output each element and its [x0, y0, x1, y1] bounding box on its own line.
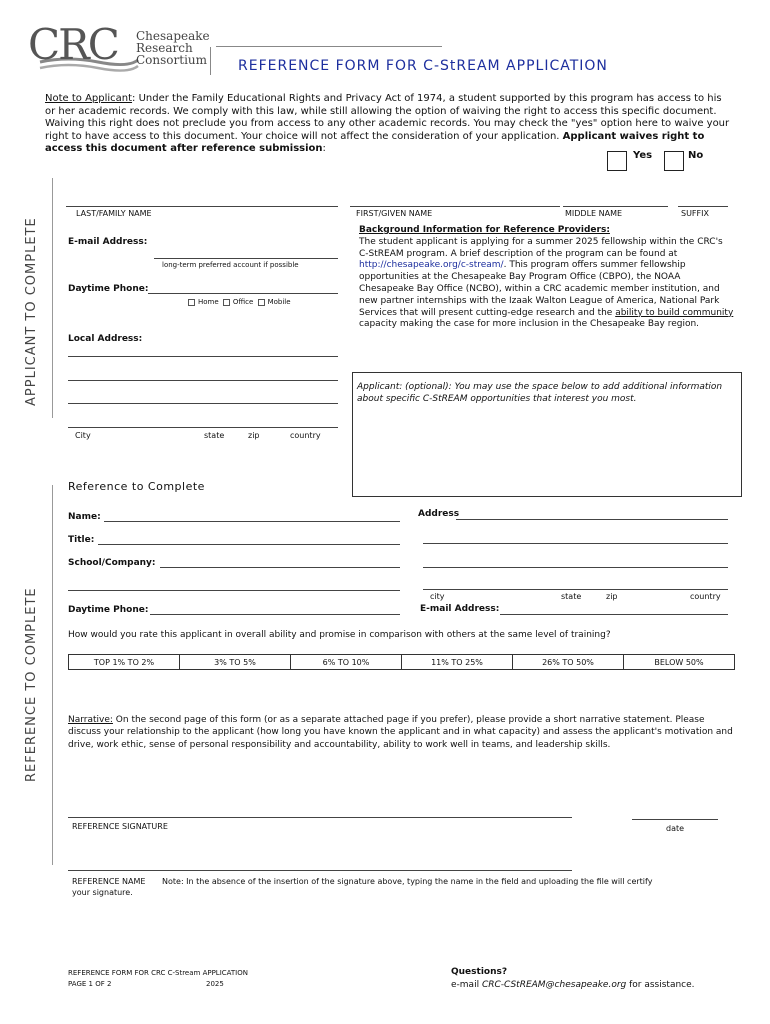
logo-line-2: Research: [136, 41, 193, 55]
first-name-label: FIRST/GIVEN NAME: [356, 209, 433, 218]
ref-title-field[interactable]: [98, 544, 400, 545]
applicant-phone-field[interactable]: [148, 293, 338, 294]
rating-option-6[interactable]: BELOW 50%: [623, 654, 735, 670]
last-name-label: LAST/FAMILY NAME: [76, 209, 152, 218]
date-field[interactable]: [632, 819, 718, 820]
middle-name-label: MIDDLE NAME: [565, 209, 623, 218]
ref-email-field[interactable]: [500, 614, 728, 615]
optional-info-box[interactable]: [352, 372, 742, 497]
country-label: country: [290, 431, 321, 440]
date-label: date: [666, 824, 685, 833]
footer-form-name: REFERENCE FORM FOR CRC C-Stream APPLICATION: [68, 969, 248, 977]
footer-year: 2025: [206, 980, 224, 988]
address-line-4[interactable]: [68, 427, 338, 428]
narrative-paragraph: [68, 714, 738, 751]
questions-label: Questions?: [451, 967, 508, 977]
narrative-label: Narrative:: [68, 715, 113, 725]
rating-option-5[interactable]: 26% TO 50%: [512, 654, 624, 670]
mobile-label: Mobile: [267, 298, 291, 306]
home-label: Home: [198, 298, 219, 306]
rating-option-3[interactable]: 6% TO 10%: [290, 654, 402, 670]
ref-city-label: city: [430, 592, 445, 601]
ref-state-label: state: [561, 592, 582, 601]
background-underlined: ability to build community: [615, 307, 734, 318]
ref-address-field-2[interactable]: [423, 543, 728, 544]
address-line-1[interactable]: [68, 356, 338, 357]
note-text: : Under the Family Educational Rights and Privacy Act of 1974, a student supported by this program has access to his or her academic records. We comply with this law, while still allowing the option of waiving the right to access this specific document. Waiving this right does not preclude you from access to any other academic records. You may check the "yes" option here to waive your right to have access to this document. Your choice will not affect the consideration of your application.: [45, 93, 730, 142]
email-hint: long-term preferred account if possible: [162, 261, 299, 269]
background-text-3: capacity making the case for more inclusion in the Chesapeake Bay region.: [359, 319, 700, 330]
footer-contact: [451, 980, 695, 990]
reference-heading: Reference to Complete: [68, 480, 205, 493]
note-paragraph: [45, 93, 730, 156]
optional-info-text: Applicant: (optional): You may use the space below to add additional information about specific C-StREAM opportunities that interest you most.: [357, 382, 723, 404]
ref-country-label: country: [690, 592, 721, 601]
yes-label: Yes: [633, 150, 653, 161]
contact-email[interactable]: CRC-CStREAM@chesapeake.org: [481, 980, 627, 990]
ref-school-field-2[interactable]: [68, 590, 400, 591]
note-colon: :: [322, 143, 326, 155]
reference-name-label: REFERENCE NAME: [72, 877, 146, 886]
signature-note: Note: In the absence of the insertion of the signature above, typing the name in the field and uploading the file will certify: [162, 877, 653, 886]
phone-type-options[interactable]: [186, 298, 291, 306]
ref-name-label: Name:: [68, 512, 101, 522]
note-bold: Applicant waives right to access this document after reference submission: [45, 130, 705, 155]
ref-address-field-4[interactable]: [423, 589, 728, 590]
rating-option-4[interactable]: 11% TO 25%: [401, 654, 513, 670]
applicant-email-label: E-mail Address:: [68, 237, 148, 247]
address-line-3[interactable]: [68, 403, 338, 404]
mobile-checkbox[interactable]: [258, 299, 265, 306]
no-label: No: [688, 150, 704, 161]
state-label: state: [204, 431, 225, 440]
note-label: Note to Applicant: [45, 93, 133, 104]
office-checkbox[interactable]: [223, 299, 230, 306]
applicant-email-field[interactable]: [154, 258, 338, 259]
ref-address-label: Address: [418, 509, 460, 519]
home-checkbox[interactable]: [188, 299, 195, 306]
email-prefix: e-mail: [451, 980, 482, 990]
logo-letters: CRC: [28, 20, 118, 69]
ref-school-label: School/Company:: [68, 558, 156, 568]
city-label: City: [75, 431, 91, 440]
ref-zip-label: zip: [606, 592, 618, 601]
background-info: [359, 225, 735, 331]
ref-email-label: E-mail Address:: [420, 604, 500, 614]
rating-option-1[interactable]: TOP 1% TO 2%: [68, 654, 180, 670]
footer-page: PAGE 1 OF 2: [68, 980, 112, 988]
background-text-1: The student applicant is applying for a summer 2025 fellowship within the CRC's C-StREAM program. A brief description of the program can be found at: [359, 236, 723, 259]
zip-label: zip: [248, 431, 260, 440]
signature-label: REFERENCE SIGNATURE: [72, 822, 168, 831]
logo-line-3: Consortium: [136, 53, 208, 67]
local-address-label: Local Address:: [68, 334, 143, 344]
background-heading: Background Information for Reference Providers:: [359, 225, 610, 235]
rating-option-2[interactable]: 3% TO 5%: [179, 654, 291, 670]
applicant-side-label: APPLICANT TO COMPLETE: [24, 217, 39, 406]
email-suffix: for assistance.: [626, 980, 695, 990]
signature-field[interactable]: [68, 817, 572, 818]
yes-checkbox[interactable]: [607, 151, 627, 171]
no-checkbox[interactable]: [664, 151, 684, 171]
logo-line-1: Chesapeake: [136, 29, 210, 43]
ref-title-label: Title:: [68, 535, 95, 545]
page-title: REFERENCE FORM FOR C-StREAM APPLICATION: [238, 58, 608, 74]
ref-phone-field[interactable]: [150, 614, 400, 615]
applicant-phone-label: Daytime Phone:: [68, 284, 149, 294]
signature-note-2: your signature.: [72, 888, 133, 897]
narrative-text: On the second page of this form (or as a separate attached page if you prefer), please provide a short narrative statement. Please discuss your relationship to the applicant (how long you have known the applicant and in what capacity) and assess the applicant's motivation and drive, work ethic, sense of personal responsibility and accountability, ability to work well in teams, and leadership skills.: [68, 715, 733, 750]
rating-question: How would you rate this applicant in overall ability and promise in comparison with others at the same level of training?: [68, 630, 611, 640]
program-link[interactable]: http://chesapeake.org/c-stream/: [359, 260, 504, 271]
reference-name-field[interactable]: [68, 870, 572, 871]
ref-school-field[interactable]: [160, 567, 400, 568]
office-label: Office: [232, 298, 254, 306]
background-text-2: . This program offers summer fellowship opportunities at the Chesapeake Bay Program Office (CBPO), the NOAA Chesapeake Bay Office (NCBO), within a CRC academic member institution, and new partner internships with the Izaak Walton League of America, National Park Services that will present cutting-edge research and the: [359, 260, 720, 318]
ref-phone-label: Daytime Phone:: [68, 605, 149, 615]
suffix-label: SUFFIX: [681, 209, 709, 218]
ref-address-field-3[interactable]: [423, 567, 728, 568]
ref-address-field[interactable]: [456, 519, 728, 520]
reference-side-label: REFERENCE TO COMPLETE: [24, 587, 39, 782]
address-line-2[interactable]: [68, 380, 338, 381]
ref-name-field[interactable]: [104, 521, 400, 522]
